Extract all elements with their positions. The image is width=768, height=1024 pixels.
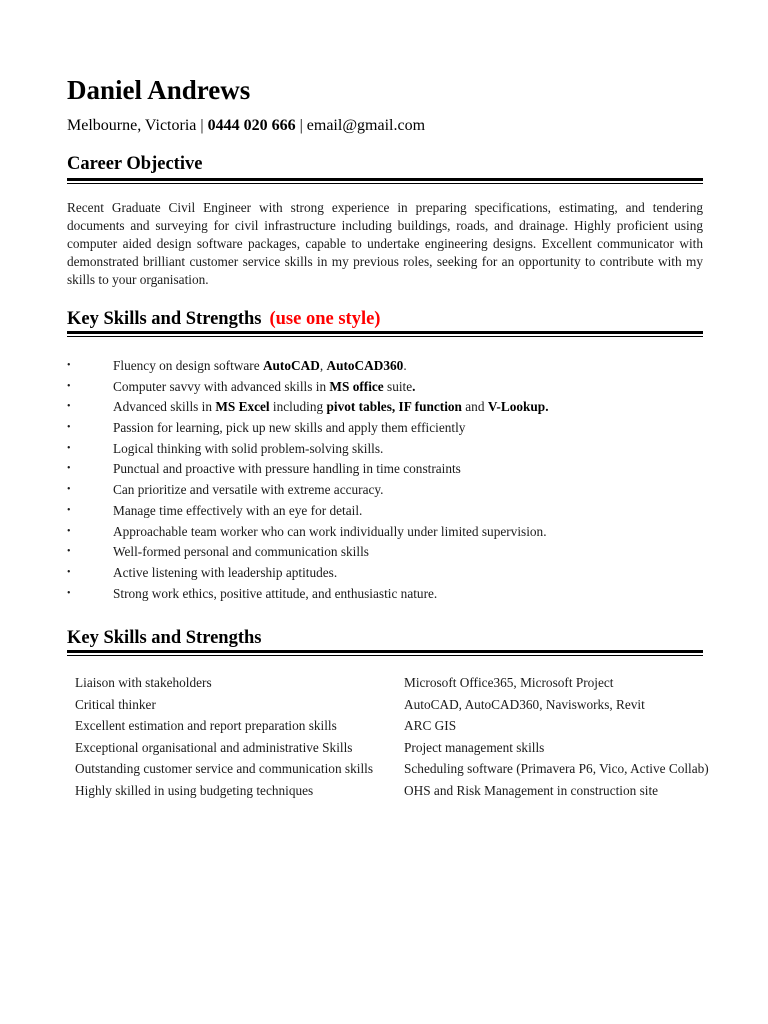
skill-bullet-item — [67, 356, 707, 377]
skill-bullet-item — [67, 459, 707, 480]
skill-bullet-item — [67, 397, 707, 418]
skill-text: Fluency on design software — [113, 358, 263, 373]
skill-bold-text: pivot tables, IF function — [326, 399, 462, 415]
key-skills-table-heading: Key Skills and Strengths — [67, 628, 262, 648]
skill-bold-text: AutoCAD — [262, 358, 320, 373]
skill-text: . — [403, 358, 407, 373]
table-cell-left: Highly skilled in using budgeting techniques — [75, 782, 314, 798]
table-row — [75, 739, 720, 757]
divider-thin-line — [67, 655, 703, 656]
key-skills-list-heading — [67, 307, 380, 331]
skill-text: Active listening with leadership aptitudes. — [113, 564, 338, 580]
skill-bullet-item — [67, 584, 707, 605]
skill-bullet-item — [67, 418, 707, 439]
bullet-icon: • — [67, 422, 71, 434]
skill-text: Strong work ethics, positive attitude, and enthusiastic nature. — [113, 585, 438, 601]
skill-bullet-item — [67, 563, 707, 584]
divider-thick-line — [67, 331, 703, 334]
skill-bold-text: MS Excel — [215, 399, 270, 415]
location: Melbourne, Victoria — [67, 117, 197, 134]
skill-bullet-item — [67, 501, 707, 522]
bullet-icon: • — [67, 360, 71, 371]
skill-bullet-item — [67, 439, 707, 460]
table-cell-right: OHS and Risk Management in construction site — [404, 782, 659, 798]
bullet-icon: • — [67, 587, 71, 599]
skill-text: , — [319, 358, 327, 373]
skill-bold-text: . — [412, 378, 416, 394]
skill-text: Manage time effectively with an eye for detail. — [113, 502, 363, 518]
skills-bullet-list — [67, 356, 707, 604]
separator: | — [200, 117, 204, 134]
skill-bold-text: MS office — [329, 378, 384, 394]
section-divider — [67, 178, 703, 185]
table-row — [75, 696, 720, 714]
skill-text: including — [269, 399, 327, 415]
style-note: (use one style) — [269, 309, 381, 329]
table-cell-left: Outstanding customer service and communication skills — [75, 761, 374, 776]
skill-text: Can prioritize and versatile with extreme accuracy. — [113, 482, 384, 498]
skill-text: and — [461, 399, 488, 415]
key-skills-heading-text: Key Skills and Strengths — [67, 309, 262, 329]
bullet-icon: • — [67, 463, 71, 475]
separator: | — [299, 117, 303, 134]
bullet-icon: • — [67, 566, 71, 578]
skill-bullet-item — [67, 377, 707, 398]
skill-text: Punctual and proactive with pressure handling in time constraints — [113, 461, 461, 477]
career-objective-text: Recent Graduate Civil Engineer with strong experience in preparing specifications, estimating, and tendering documents and surveying for civil infrastructure including buildings, roads, and drainage. Highly proficient using computer aided design software packages, capable to undertake engineering designs. Excellent communicator with demonstrated brilliant customer service skills in my previous roles, seeking for an opportunity to contribute with my skills to your organisation. — [67, 200, 703, 287]
table-row — [75, 717, 720, 735]
bullet-icon: • — [67, 401, 71, 413]
skill-text: Advanced skills in — [113, 399, 216, 415]
table-cell-right: Microsoft Office365, Microsoft Project — [404, 675, 614, 690]
table-cell-right: Scheduling software (Primavera P6, Vico, Active Collab) — [404, 761, 709, 776]
email-address: email@gmail.com — [306, 117, 426, 134]
bullet-icon: • — [67, 525, 71, 537]
skill-text: Logical thinking with solid problem-solving skills. — [113, 440, 384, 456]
contact-line — [67, 115, 425, 137]
candidate-name: Daniel Andrews — [67, 75, 251, 105]
table-cell-left: Liaison with stakeholders — [75, 675, 212, 690]
skill-text: Approachable team worker who can work individually under limited supervision. — [113, 523, 547, 539]
bullet-icon: • — [67, 546, 71, 558]
skill-bullet-item — [67, 522, 707, 543]
bullet-icon: • — [67, 484, 71, 496]
table-row — [75, 760, 720, 778]
table-cell-left: Excellent estimation and report preparation skills — [75, 718, 337, 733]
skill-text: Computer savvy with advanced skills in — [113, 378, 330, 394]
table-row — [75, 674, 720, 692]
divider-thin-line — [67, 336, 703, 337]
skills-table — [75, 674, 720, 803]
divider-thick-line — [67, 178, 703, 181]
bullet-icon: • — [67, 380, 71, 392]
career-objective-heading: Career Objective — [67, 154, 203, 174]
skill-text: Passion for learning, pick up new skills and apply them efficiently — [113, 420, 466, 436]
skill-bullet-item — [67, 542, 707, 563]
divider-thick-line — [67, 650, 703, 653]
table-cell-left: Critical thinker — [75, 696, 156, 712]
table-cell-right: ARC GIS — [404, 718, 457, 733]
section-divider — [67, 331, 703, 338]
bullet-icon: • — [67, 504, 71, 516]
skill-bold-text: AutoCAD360 — [326, 358, 404, 373]
skill-bold-text: V-Lookup. — [487, 399, 549, 415]
skill-text: suite — [383, 378, 413, 394]
skill-text: Well-formed personal and communication skills — [113, 544, 369, 560]
divider-thin-line — [67, 183, 703, 184]
phone-number: 0444 020 666 — [207, 117, 296, 134]
table-cell-right: Project management skills — [404, 739, 545, 755]
skill-bullet-item — [67, 480, 707, 501]
table-row — [75, 782, 720, 800]
table-cell-right: AutoCAD, AutoCAD360, Navisworks, Revit — [404, 696, 645, 712]
section-divider — [67, 650, 703, 657]
bullet-icon: • — [67, 442, 71, 454]
table-cell-left: Exceptional organisational and administrative Skills — [75, 739, 353, 755]
